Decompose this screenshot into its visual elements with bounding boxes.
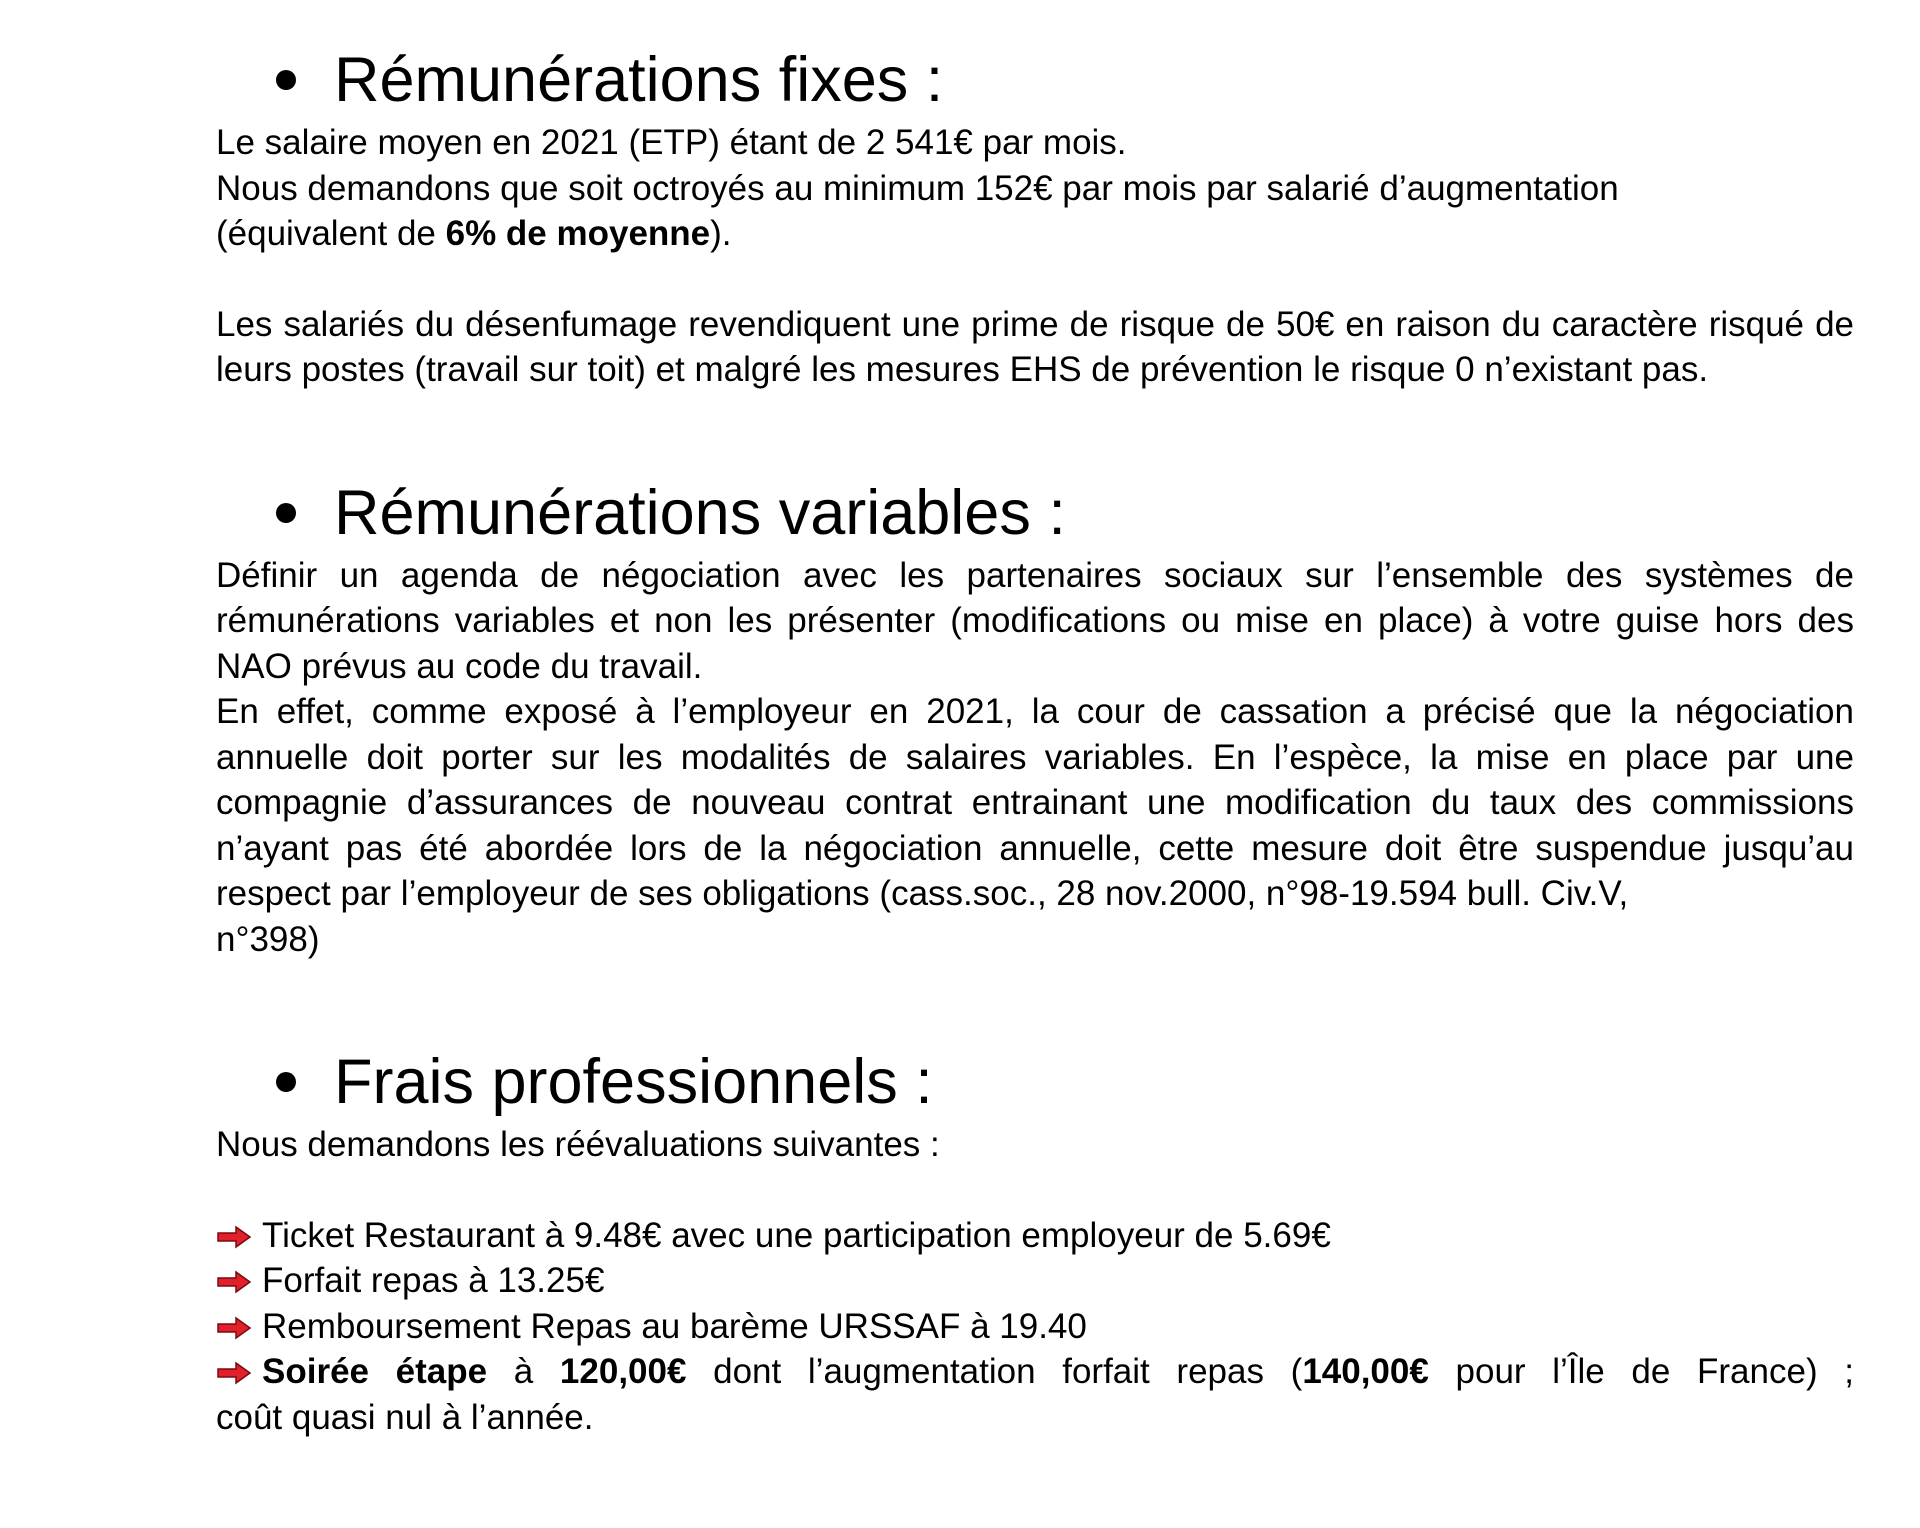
- bullet-icon: [276, 70, 296, 90]
- list-item: Remboursement Repas au barème URSSAF à 19.40: [216, 1304, 1854, 1350]
- document-page: [216, 40, 1854, 1440]
- section-heading-variable: [276, 473, 1854, 553]
- bullet-icon: [276, 503, 296, 523]
- continuation-line: coût quasi nul à l’année.: [216, 1397, 594, 1437]
- red-arrow-icon: [216, 1225, 252, 1249]
- section-heading-expenses: [276, 1042, 1854, 1122]
- list-item: Forfait repas à 13.25€: [216, 1258, 1854, 1304]
- bullet-icon: [276, 1072, 296, 1092]
- agenda-paragraph: Définir un agenda de négociation avec les partenaires sociaux sur l’ensemble des systèmes de rémunérations variables et non les présenter (modifications ou mise en place) à votre guise hors des NAO prévus au code du travail.: [216, 555, 1854, 686]
- red-arrow-icon: [216, 1270, 252, 1294]
- heading-text: Rémunérations fixes :: [334, 45, 944, 115]
- risk-premium-paragraph: Les salariés du désenfumage revendiquent une prime de risque de 50€ en raison du caractère risqué de leurs postes (travail sur toit) et malgré les mesures EHS de prévention le risque 0 n’existant pas.: [216, 304, 1854, 389]
- list-item-soiree: Soirée étape à 120,00€ dont l’augmentation forfait repas (140,00€ pour l’Île de France) ;: [216, 1349, 1854, 1395]
- expenses-intro: Nous demandons les réévaluations suivantes :: [216, 1125, 940, 1164]
- reference-line: n°398): [216, 919, 320, 959]
- avg-salary-line: Le salaire moyen en 2021 (ETP) étant de 2 541€ par mois.: [216, 123, 1127, 162]
- red-arrow-icon: [216, 1316, 252, 1340]
- demand-line: Nous demandons que soit octroyés au minimum 152€ par mois par salarié d’augmentation: [216, 168, 1619, 208]
- heading-text: Rémunérations variables :: [334, 477, 1066, 548]
- equivalent-line: (équivalent de 6% de moyenne).: [216, 214, 732, 253]
- section-heading-fixed: [276, 40, 1854, 120]
- list-item: Ticket Restaurant à 9.48€ avec une participation employeur de 5.69€: [216, 1213, 1854, 1259]
- bold-percentage: 6% de moyenne: [445, 214, 711, 253]
- cassation-paragraph: En effet, comme exposé à l’employeur en 2021, la cour de cassation a précisé que la négociation annuelle doit porter sur les modalités de salaires variables. En l’espèce, la mise en place par une compagnie d’assurances de nouveau contrat entrainant une modification du taux des commissions n’ayant pas été abordée lors de la négociation annuelle, cette mesure doit être suspendue jusqu’au respect par l’employeur de ses obligations (cass.soc., 28 nov.2000, n°98-19.594 bull. Civ.V,: [216, 692, 1854, 913]
- heading-text: Frais professionnels :: [334, 1047, 933, 1117]
- red-arrow-icon: [216, 1361, 252, 1385]
